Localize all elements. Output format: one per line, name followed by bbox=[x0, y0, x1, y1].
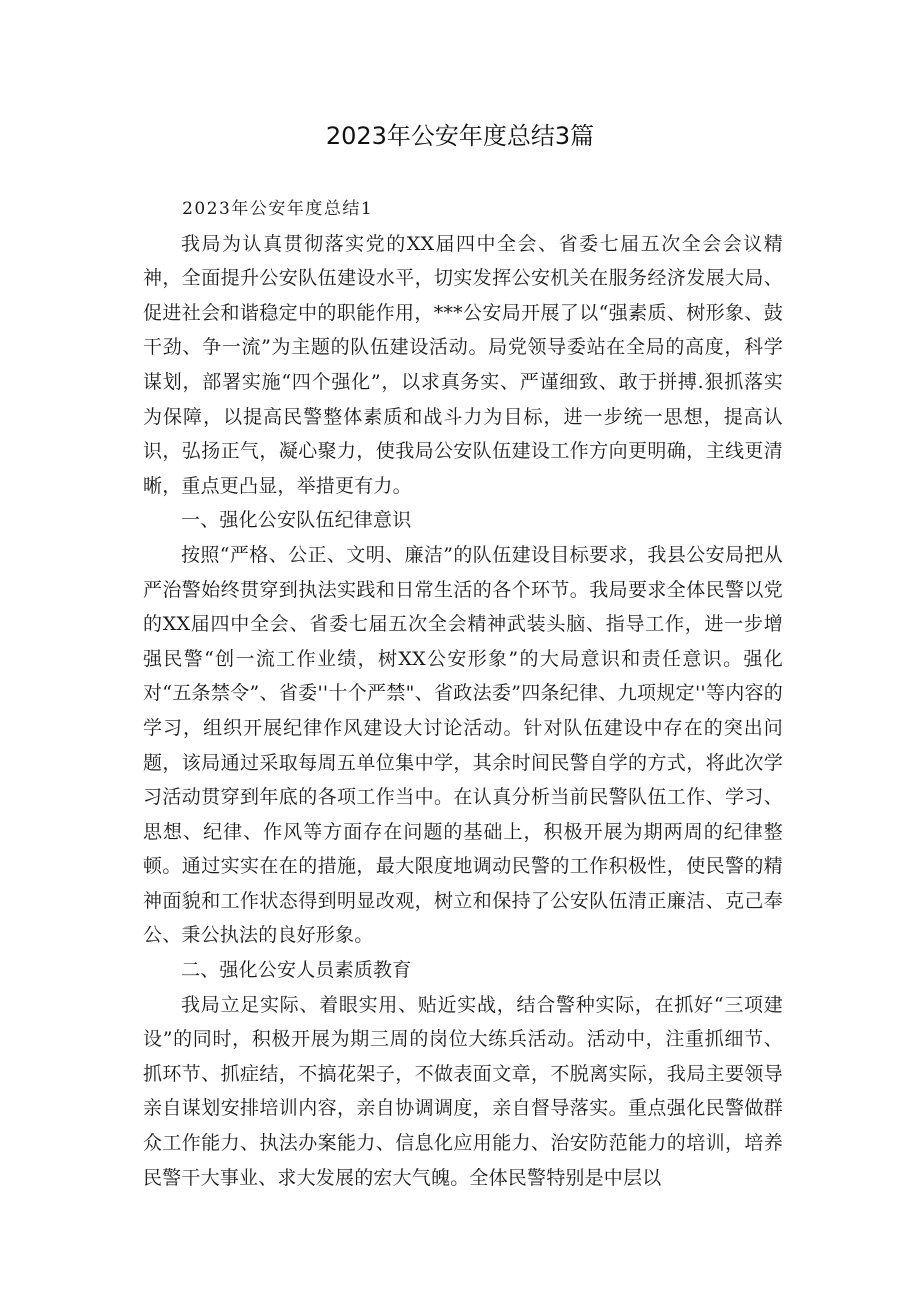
document-body bbox=[143, 192, 783, 1195]
paragraph-training: 我局立足实际、着眼实用、贴近实战，结合警种实际，在抓好“三项建设”的同时，积极开展为期三周的岗位大练兵活动。活动中，注重抓细节、抓环节、抓症结，不搞花架子，不做表面文章，不脱离实际，我局主要领导亲自谋划安排培训内容，亲自协调调度，亲自督导落实。重点强化民警做群众工作能力、执法办案能力、信息化应用能力、治安防范能力的培训，培养民警干大事业、求大发展的宏大气魄。全体民警特别是中层以 bbox=[143, 993, 783, 1189]
section-heading-1: 一、强化公安队伍纪律意识 bbox=[181, 509, 412, 532]
paragraph-discipline: 按照“严格、公正、文明、廉洁”的队伍建设目标要求，我县公安局把从严治警始终贯穿到执法实践和日常生活的各个环节。我局要求全体民警以党的XX届四中全会、省委七届五次全会精神武装头脑、指导工作，进一步增强民警“创一流工作业绩，树XX公安形象”的大局意识和责任意识。强化对“五条禁令”、省委''十个严禁"、省政法委”四条纪律、九项规定''等内容的学习，组织开展纪律作风建设大讨论活动。针对队伍建设中存在的突出问题，该局通过采取每周五单位集中学，其余时间民警自学的方式，将此次学习活动贯穿到年底的各项工作当中。在认真分析当前民警队伍工作、学习、思想、纪律、作风等方面存在问题的基础上，积极开展为期两周的纪律整顿。通过实实在在的措施，最大限度地调动民警的工作积极性，使民警的精神面貌和工作状态得到明显改观，树立和保持了公安队伍清正廉洁、克己奉公、秉公执法的良好形象。 bbox=[143, 543, 783, 947]
document-title: 2023年公安年度总结3篇 bbox=[325, 122, 595, 150]
section-heading-2: 二、强化公安人员素质教育 bbox=[181, 959, 412, 982]
paragraph-intro: 我局为认真贯彻落实党的XX届四中全会、省委七届五次全会会议精神，全面提升公安队伍建设水平，切实发挥公安机关在服务经济发展大局、促进社会和谐稳定中的职能作用，***公安局开展了以“强素质、树形象、鼓干劲、争一流”为主题的队伍建设活动。局党领导委站在全局的高度，科学谋划，部署实施“四个强化”，以求真务实、严谨细致、敢于拼搏.狠抓落实为保障，以提高民警整体素质和战斗力为目标，进一步统一思想，提高认识，弘扬正气，凝心聚力，使我局公安队伍建设工作方向更明确，主线更清晰，重点更凸显，举措更有力。 bbox=[143, 232, 783, 497]
document-subtitle: 2023年公安年度总结1 bbox=[182, 199, 374, 219]
